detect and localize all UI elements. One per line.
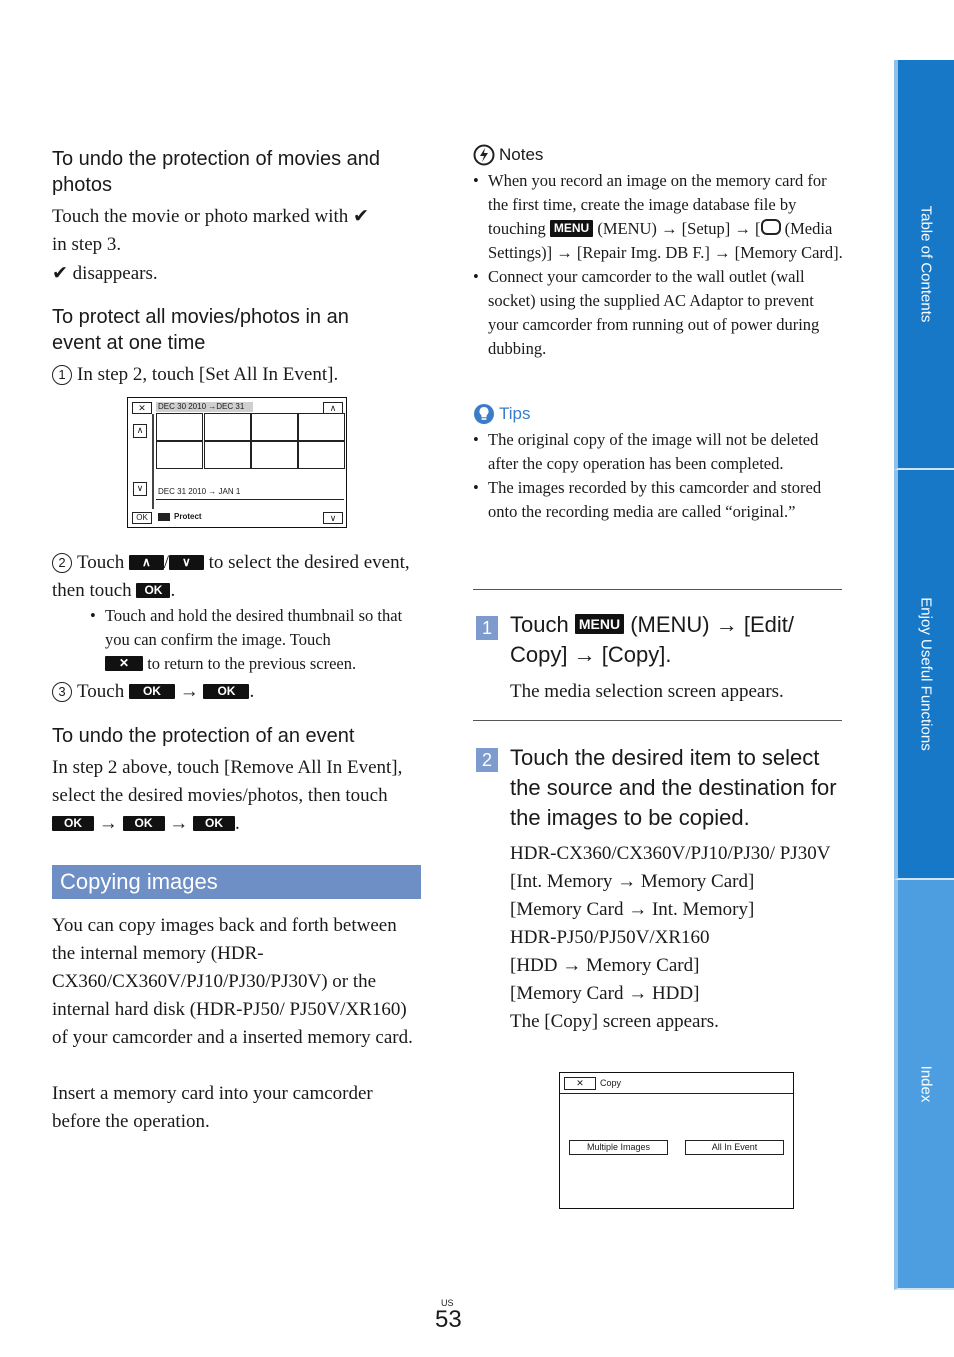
undo-line1: Touch the movie or photo marked with xyxy=(52,206,349,227)
notes-list xyxy=(473,169,843,361)
protect-step2: 2 Touch ∧ / ∨ to select the desired event, then touch OK . xyxy=(52,552,410,601)
tab-label: Index xyxy=(917,1065,935,1103)
down-button[interactable]: ∨ xyxy=(169,555,204,570)
region-label: US xyxy=(441,1298,454,1308)
next-button[interactable]: ∨ xyxy=(133,482,147,496)
tab-label: Table of Contents xyxy=(917,205,935,323)
protect-label: Protect xyxy=(174,512,202,521)
option-4-source: [Memory Card xyxy=(510,983,624,1004)
tab-enjoy-useful-functions[interactable] xyxy=(894,470,954,880)
undo-event-body: In step 2 above, touch [Remove All In Event], select the desired movies/photos, then touch xyxy=(52,757,403,806)
protect-step3: 3 Touch OK → OK . xyxy=(52,678,432,706)
tab-index[interactable] xyxy=(894,880,954,1290)
arrow-icon: → xyxy=(179,681,199,702)
model-line-2: HDR-PJ50/PJ50V/XR160 xyxy=(510,927,710,948)
up-button[interactable]: ∧ xyxy=(129,555,164,570)
thumbnail[interactable] xyxy=(156,413,203,441)
undo-protection-heading: To undo the protection of movies and photos xyxy=(52,148,380,196)
divider xyxy=(473,589,842,590)
option-2-dest: Int. Memory] xyxy=(651,899,755,920)
thumbnail[interactable] xyxy=(298,413,345,441)
ok-button[interactable]: OK xyxy=(193,816,235,831)
step-2-options xyxy=(510,840,840,1036)
thumbnail[interactable] xyxy=(298,441,345,469)
protect-step3-text: Touch xyxy=(77,681,125,702)
close-button[interactable]: ✕ xyxy=(132,402,152,414)
undo-line2: disappears. xyxy=(72,263,158,284)
undo-line1b: in step 3. xyxy=(52,234,122,255)
option-2-source: [Memory Card xyxy=(510,899,624,920)
tip-1-text: The original copy of the image will not be deleted after the copy operation has been completed. xyxy=(488,430,819,473)
media-settings-icon xyxy=(761,219,781,235)
list-item: • When you record an image on the memory card for the first time, create the image database file by touching MENU (MENU) → [Setup] → [ (Media Settings)] → [Repair Img. DB F.] → [Memory Card]. xyxy=(473,169,843,265)
notes-icon xyxy=(473,144,495,166)
menu-button[interactable]: MENU xyxy=(575,614,624,634)
note-2-text: Connect your camcorder to the wall outlet (wall socket) using the supplied AC Adaptor to prevent your camcorder from running out of power during dubbing. xyxy=(488,267,820,358)
close-button[interactable]: ✕ xyxy=(105,656,143,671)
scroll-up-button[interactable]: ∧ xyxy=(323,402,343,414)
option-4 xyxy=(510,980,840,1008)
menu-button[interactable]: MENU xyxy=(550,220,593,237)
step-1-heading xyxy=(510,610,830,670)
arrow-icon: → xyxy=(715,612,738,637)
event-date-mid: DEC 31 2010 → JAN 1 xyxy=(158,487,241,496)
ok-button[interactable]: OK xyxy=(136,583,170,598)
protect-step2-b: to select the desired event, then touch xyxy=(52,552,410,601)
arrow-icon: → xyxy=(169,813,189,834)
arrow-icon: → xyxy=(734,219,751,238)
list-item xyxy=(473,428,828,476)
thumbnail-row-partial xyxy=(156,499,344,512)
thumbnail[interactable] xyxy=(204,413,251,441)
step-1-copy: [Copy]. xyxy=(601,642,672,667)
step-1-result: The media selection screen appears. xyxy=(510,681,784,702)
notes-title: Notes xyxy=(499,145,544,164)
event-date-top: DEC 30 2010 →DEC 31 xyxy=(156,402,253,412)
ok-button[interactable]: OK xyxy=(132,512,152,524)
arrow-icon: → xyxy=(573,642,596,667)
thumbnail[interactable] xyxy=(204,441,251,469)
tips-icon xyxy=(473,403,495,425)
copy-screen-title: Copy xyxy=(600,1078,622,1088)
check-icon: ✔ xyxy=(353,205,369,227)
copying-paragraph-1: You can copy images back and forth between the internal memory (HDR-CX360/CX360V/PJ10/PJ30/PJ30V) or the internal hard disk (HDR-PJ50/ PJ50V/XR160) of your camcorder and a inserted memory card. xyxy=(52,915,413,1048)
protect-step2-a: Touch xyxy=(77,552,125,573)
arrow-icon: → xyxy=(661,219,678,238)
prev-button[interactable]: ∧ xyxy=(133,424,147,438)
tab-label: Enjoy Useful Functions xyxy=(917,597,935,751)
protect-note: Touch and hold the desired thumbnail so that you can confirm the image. Touch xyxy=(105,606,403,649)
step-1-edit: [Edit/ Copy] xyxy=(510,612,795,667)
undo-protection-text xyxy=(52,202,432,288)
protect-step1 xyxy=(52,361,432,389)
ok-button[interactable]: OK xyxy=(123,816,165,831)
tip-2-text: The images recorded by this camcorder and stored onto the recording media are called “original.” xyxy=(488,478,822,521)
step-1-badge: 1 xyxy=(476,616,498,640)
all-in-event-button[interactable]: All In Event xyxy=(685,1140,784,1155)
step-2-badge: 2 xyxy=(476,748,498,772)
model-line-1: HDR-CX360/CX360V/PJ10/PJ30/ PJ30V xyxy=(510,843,831,864)
step-2-result: The [Copy] screen appears. xyxy=(510,1011,719,1032)
arrow-icon: → xyxy=(714,243,731,262)
list-item xyxy=(90,604,415,676)
thumbnail[interactable] xyxy=(251,441,298,469)
option-3-dest: Memory Card] xyxy=(586,955,700,976)
tab-table-of-contents[interactable] xyxy=(894,60,954,470)
note-1-menu: (MENU) xyxy=(597,219,657,238)
arrow-icon: → xyxy=(628,899,648,920)
divider xyxy=(473,720,842,721)
thumbnail[interactable] xyxy=(251,413,298,441)
protect-note-b: to return to the previous screen. xyxy=(147,654,357,673)
step-1-menu: (MENU) xyxy=(630,612,710,637)
arrow-icon: → xyxy=(98,813,118,834)
ok-button[interactable]: OK xyxy=(203,684,249,699)
note-1-media: (Media Settings)] xyxy=(488,219,833,262)
option-1 xyxy=(510,868,840,896)
undo-event-heading: To undo the protection of an event xyxy=(52,725,355,747)
notes-header xyxy=(473,144,543,166)
tips-header xyxy=(473,403,531,425)
undo-event-text: In step 2 above, touch [Remove All In Event], select the desired movies/photos, then touch OK → OK → OK . xyxy=(52,757,403,834)
protect-step1-text: In step 2, touch [Set All In Event]. xyxy=(77,364,339,385)
close-button[interactable]: ✕ xyxy=(564,1077,596,1090)
multiple-images-button[interactable]: Multiple Images xyxy=(569,1140,668,1155)
protect-note-list xyxy=(90,604,415,676)
note-1-repair: [Repair Img. DB F.] xyxy=(576,243,710,262)
scroll-down-button[interactable]: ∨ xyxy=(323,512,343,524)
thumbnail[interactable] xyxy=(156,441,203,469)
ok-button[interactable]: OK xyxy=(52,816,94,831)
step-1-touch: Touch xyxy=(510,612,569,637)
ok-button[interactable]: OK xyxy=(129,684,175,699)
copy-screen xyxy=(559,1072,794,1209)
copying-images-title: Copying images xyxy=(52,865,421,899)
note-1-setup: [Setup] xyxy=(681,219,731,238)
option-4-dest: HDD] xyxy=(651,983,700,1004)
step-2-heading: Touch the desired item to select the source and the destination for the images to be copied. xyxy=(510,745,837,830)
step-number-3: 3 xyxy=(52,682,72,702)
list-item xyxy=(473,265,843,361)
tips-title: Tips xyxy=(499,404,531,423)
arrow-icon: → xyxy=(617,871,637,892)
event-select-screen xyxy=(127,397,347,528)
list-item xyxy=(473,476,828,524)
protect-icon xyxy=(158,513,170,521)
option-3-source: [HDD xyxy=(510,955,558,976)
option-2 xyxy=(510,896,840,924)
step-number-2: 2 xyxy=(52,553,72,573)
note-1-text: When you record an image on the memory card for the first time, create the image database file by touching xyxy=(488,171,827,238)
option-1-source: [Int. Memory xyxy=(510,871,613,892)
check-icon: ✔ xyxy=(52,262,68,284)
protect-event-heading: To protect all movies/photos in an event at one time xyxy=(52,306,349,354)
event-divider xyxy=(152,414,154,509)
page-number: 53 xyxy=(435,1306,462,1333)
arrow-icon: → xyxy=(562,955,582,976)
note-1-card: [Memory Card]. xyxy=(734,243,843,262)
step-number-1: 1 xyxy=(52,365,72,385)
option-1-dest: Memory Card] xyxy=(640,871,755,892)
arrow-icon: → xyxy=(556,243,573,262)
tips-list xyxy=(473,428,828,524)
copying-paragraph-2: Insert a memory card into your camcorder before the operation. xyxy=(52,1083,373,1132)
arrow-icon: → xyxy=(628,983,648,1004)
option-3 xyxy=(510,952,840,980)
